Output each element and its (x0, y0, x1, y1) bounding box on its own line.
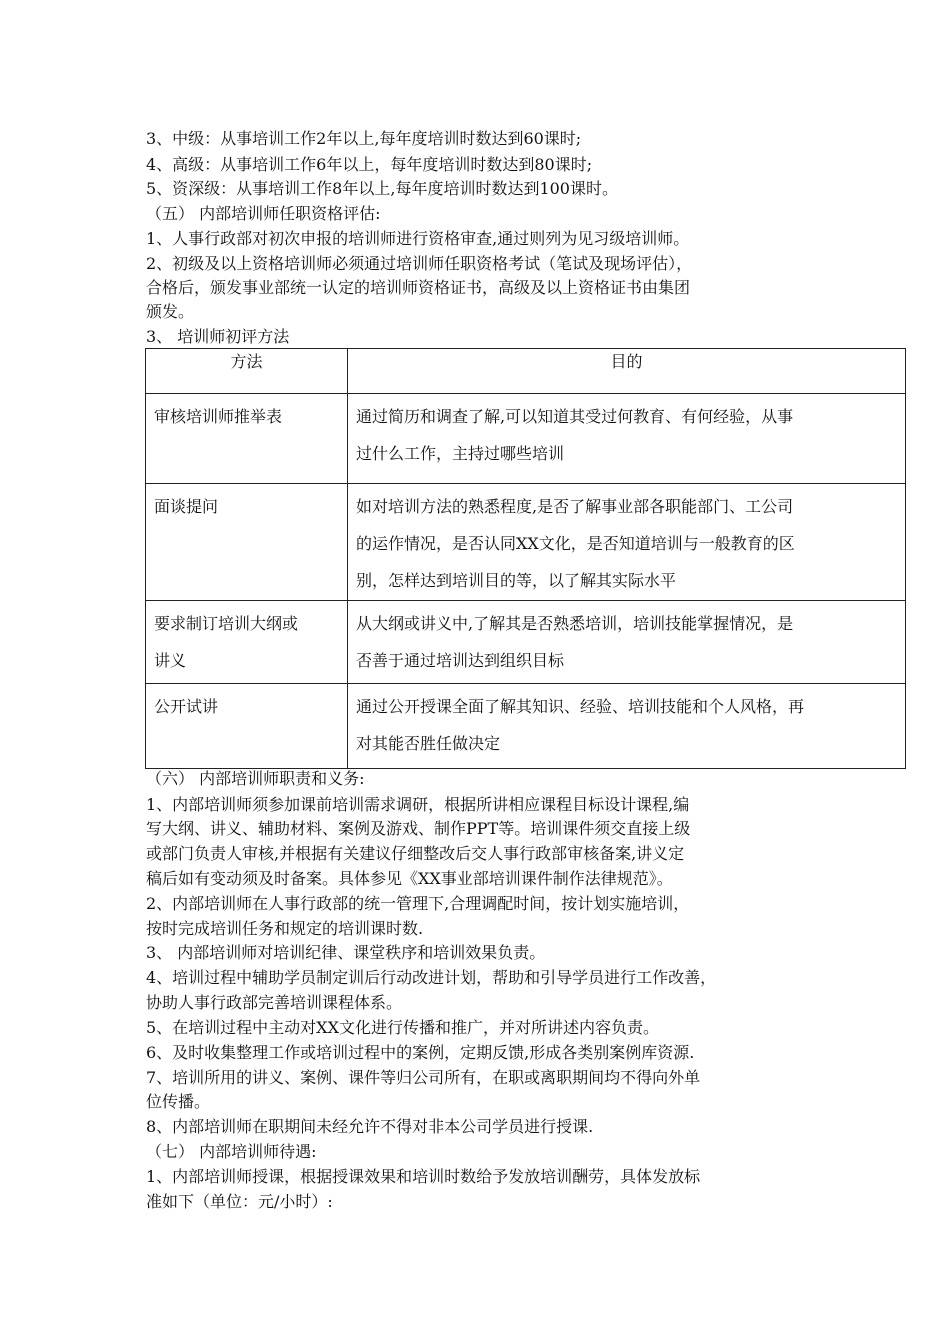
purpose-cell (348, 684, 906, 769)
table-row (146, 601, 906, 684)
cell-text: 对其能否胜任做决定 (356, 734, 501, 753)
evaluation-methods-table (145, 348, 906, 769)
text-line: 1、内部培训师须参加课前培训需求调研，根据所讲相应课程目标设计课程,编 (146, 795, 690, 814)
cell-text: 的运作情况，是否认同XX文化，是否知道培训与一般教育的区 (356, 534, 795, 553)
table-header-row (146, 349, 906, 394)
cell-text: 过什么工作，主持过哪些培训 (356, 444, 565, 463)
purpose-cell (348, 601, 906, 684)
text-line: 协助人事行政部完善培训课程体系。 (146, 993, 403, 1012)
cell-text: 否善于通过培训达到组织目标 (356, 651, 565, 670)
section-heading: （七） 内部培训师待遇: (146, 1142, 317, 1161)
cell-text: 通过公开授课全面了解其知识、经验、培训技能和个人风格，再 (356, 697, 805, 716)
text-line: 4、培训过程中辅助学员制定训后行动改进计划，帮助和引导学员进行工作改善， (146, 968, 717, 987)
purpose-cell (348, 484, 906, 601)
text-line: 5、在培训过程中主动对XX文化进行传播和推广，并对所讲述内容负责。 (146, 1018, 659, 1037)
text-line: 1、人事行政部对初次申报的培训师进行资格审查,通过则列为见习级培训师。 (146, 229, 690, 248)
table-row (146, 484, 906, 601)
text-line: 6、及时收集整理工作或培训过程中的案例，定期反馈,形成各类别案例库资源. (146, 1043, 695, 1062)
cell-text: 通过简历和调查了解,可以知道其受过何教育、有何经验，从事 (356, 407, 794, 426)
cell-text: 别，怎样达到培训目的等，以了解其实际水平 (356, 571, 677, 590)
text-line: 颁发。 (146, 302, 195, 321)
text-line: 7、培训所用的讲义、案例、课件等归公司所有，在职或离职期间均不得向外单 (146, 1068, 701, 1087)
column-header-method: 方法 (146, 349, 348, 394)
text-line: 合格后，颁发事业部统一认定的培训师资格证书，高级及以上资格证书由集团 (146, 278, 691, 297)
table-row (146, 684, 906, 769)
method-cell (146, 684, 348, 769)
method-cell (146, 601, 348, 684)
section-heading: （六） 内部培训师职责和义务: (146, 769, 365, 788)
text-line: 写大纲、讲义、辅助材料、案例及游戏、制作PPT等。培训课件须交直接上级 (146, 819, 691, 838)
text-line: 或部门负责人审核,并根据有关建议仔细整改后交人事行政部审核备案,讲义定 (146, 844, 685, 863)
cell-text: 审核培训师推举表 (154, 407, 283, 426)
text-line: 8、内部培训师在职期间未经允许不得对非本公司学员进行授课. (146, 1117, 594, 1136)
cell-text: 面谈提问 (154, 497, 219, 516)
method-cell (146, 394, 348, 484)
text-line: 位传播。 (146, 1092, 211, 1111)
cell-text: 讲义 (154, 651, 187, 670)
column-header-purpose: 目的 (348, 349, 906, 394)
table-row (146, 394, 906, 484)
text-line: 3、 内部培训师对培训纪律、课堂秩序和培训效果负责。 (146, 943, 546, 962)
section-heading: （五） 内部培训师任职资格评估: (146, 204, 381, 223)
text-line: 按时完成培训任务和规定的培训课时数. (146, 919, 424, 938)
cell-text: 如对培训方法的熟悉程度,是否了解事业部各职能部门、工公司 (356, 497, 794, 516)
text-line: 4、高级：从事培训工作6年以上，每年度培训时数达到80课时; (146, 155, 593, 174)
text-line: 2、内部培训师在人事行政部的统一管理下,合理调配时间，按计划实施培训， (146, 894, 690, 913)
text-line: 准如下（单位：元/小时）: (146, 1192, 333, 1211)
text-line: 稿后如有变动须及时备案。具体参见《XX事业部培训课件制作法律规范》。 (146, 869, 673, 888)
cell-text: 要求制订培训大纲或 (154, 614, 299, 633)
text-line: 1、内部培训师授课，根据授课效果和培训时数给予发放培训酬劳，具体发放标 (146, 1167, 701, 1186)
text-line: 2、初级及以上资格培训师必须通过培训师任职资格考试（笔试及现场评估）， (146, 254, 693, 273)
purpose-cell (348, 394, 906, 484)
cell-text: 从大纲或讲义中,了解其是否熟悉培训，培训技能掌握情况，是 (356, 614, 794, 633)
method-cell (146, 484, 348, 601)
cell-text: 公开试讲 (154, 697, 219, 716)
text-line: 3、中级：从事培训工作2年以上,每年度培训时数达到60课时; (146, 129, 582, 148)
text-line: 5、资深级：从事培训工作8年以上,每年度培训时数达到100课时。 (146, 179, 618, 198)
table-caption: 3、 培训师初评方法 (146, 327, 290, 346)
